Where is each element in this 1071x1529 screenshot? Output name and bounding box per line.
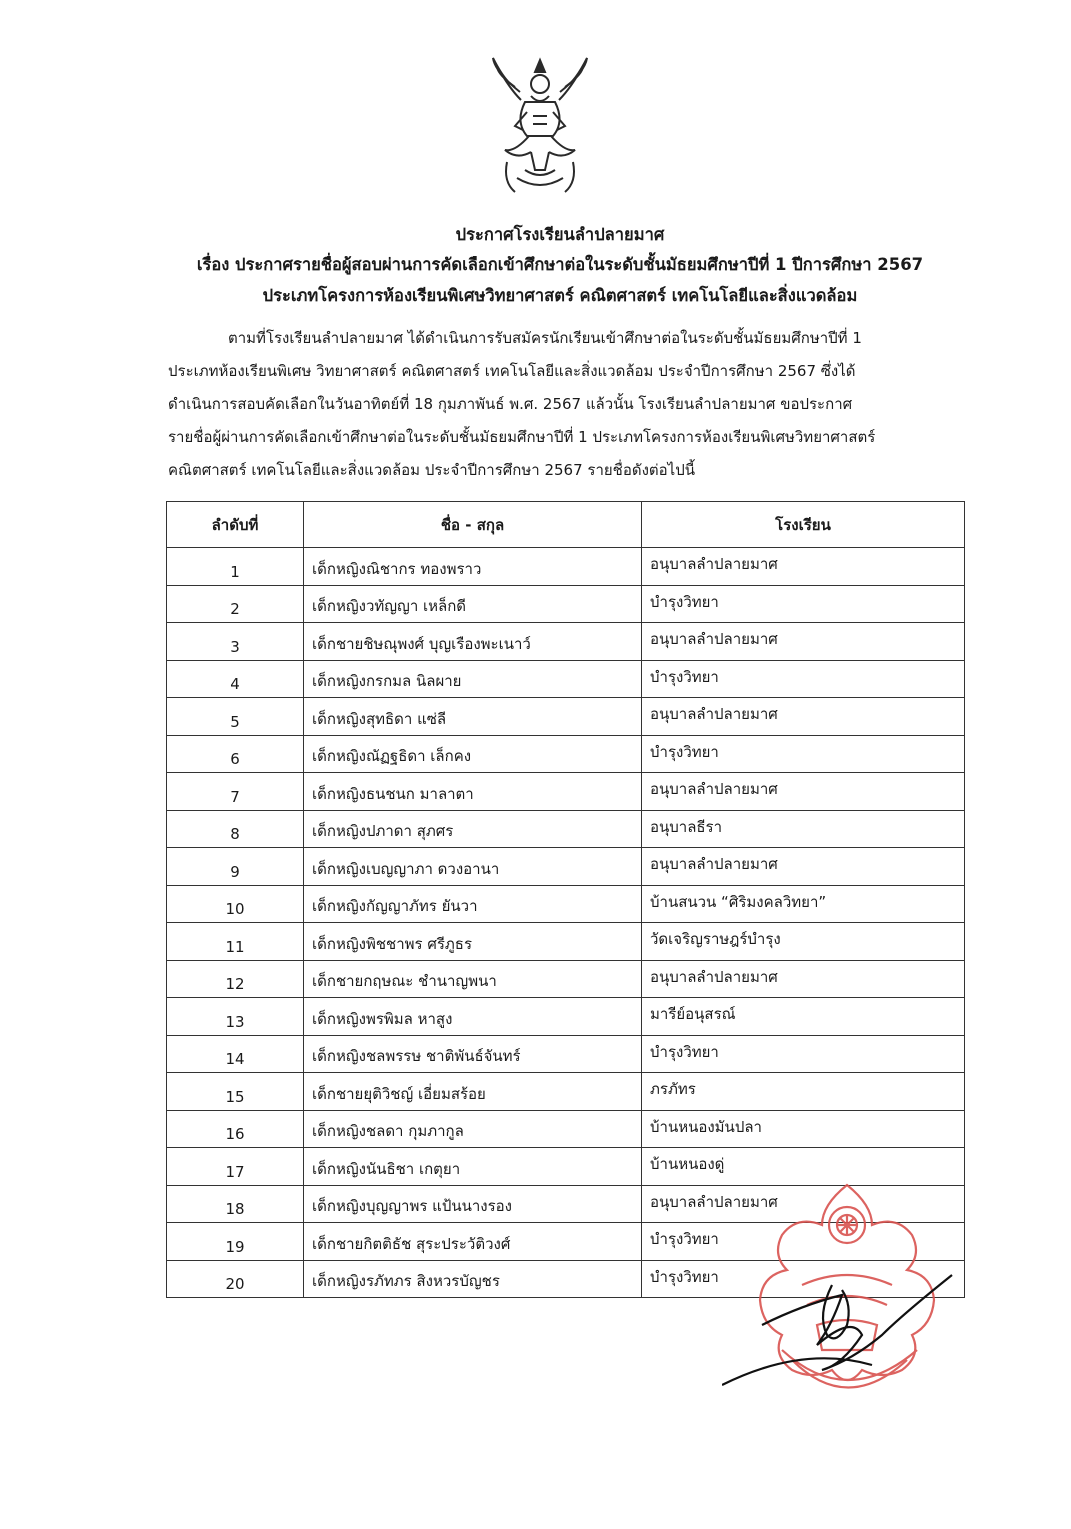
school-name: บำรุงวิทยา (642, 735, 965, 773)
student-name: เด็กหญิงกรกมล นิลผาย (304, 660, 642, 698)
school-name: บ้านหนองดู่ (642, 1148, 965, 1186)
table-row (167, 885, 965, 923)
student-name: เด็กหญิงณิชากร ทองพราว (304, 548, 642, 586)
row-number: 19 (167, 1223, 304, 1261)
row-number: 14 (167, 1035, 304, 1073)
student-name: เด็กหญิงบุญญาพร แป้นนางรอง (304, 1185, 642, 1223)
school-name: บำรุงวิทยา (642, 1223, 965, 1261)
student-name: เด็กชายกฤษณะ ชำนาญพนา (304, 960, 642, 998)
table-row (167, 735, 965, 773)
student-name: เด็กชายชิษณุพงศ์ บุญเรืองพะเนาว์ (304, 623, 642, 661)
table-row (167, 1110, 965, 1148)
row-number: 15 (167, 1073, 304, 1111)
table-row (167, 1073, 965, 1111)
table-row (167, 773, 965, 811)
row-number: 8 (167, 810, 304, 848)
column-header-order: ลำดับที่ (167, 502, 304, 548)
school-name: อนุบาลลำปลายมาศ (642, 773, 965, 811)
student-name: เด็กหญิงกัญญาภัทร ยันวา (304, 885, 642, 923)
school-name: อนุบาลลำปลายมาศ (642, 1185, 965, 1223)
student-name: เด็กหญิงสุทธิดา แซ่ลี (304, 698, 642, 736)
table-row (167, 1035, 965, 1073)
school-name: บำรุงวิทยา (642, 1260, 965, 1298)
body-line: ประเภทห้องเรียนพิเศษ วิทยาศาสตร์ คณิตศาสตร์ เทคโนโลยีและสิ่งแวดล้อม ประจำปีการศึกษา 2567 ซึ่งได้ (168, 362, 856, 380)
student-name: เด็กหญิงรภัทภร สิงหวรบัญชร (304, 1260, 642, 1298)
student-name: เด็กชายยุติวิชญ์ เอี่ยมสร้อย (304, 1073, 642, 1111)
school-name: บ้านสนวน “ศิริมงคลวิทยา” (642, 885, 965, 923)
announcement-subject: เรื่อง ประกาศรายชื่อผู้สอบผ่านการคัดเลือกเข้าศึกษาต่อในระดับชั้นมัธยมศึกษาปีที่ 1 ปีการศึกษา 2567 (196, 255, 924, 274)
table-row (167, 998, 965, 1036)
school-name: วัดเจริญราษฎร์บำรุง (642, 923, 965, 961)
student-name: เด็กหญิงเบญญาภา ดวงอานา (304, 848, 642, 886)
row-number: 1 (167, 548, 304, 586)
school-name: บ้านหนองมันปลา (642, 1110, 965, 1148)
row-number: 4 (167, 660, 304, 698)
row-number: 20 (167, 1260, 304, 1298)
table-row (167, 585, 965, 623)
school-name: ภรภัทร (642, 1073, 965, 1111)
announcement-program: ประเภทโครงการห้องเรียนพิเศษวิทยาศาสตร์ คณิตศาสตร์ เทคโนโลยีและสิ่งแวดล้อม (262, 286, 858, 305)
row-number: 16 (167, 1110, 304, 1148)
row-number: 18 (167, 1185, 304, 1223)
school-name: อนุบาลลำปลายมาศ (642, 960, 965, 998)
school-name: มารีย์อนุสรณ์ (642, 998, 965, 1036)
table-row (167, 660, 965, 698)
student-name: เด็กหญิงชลดา กุมภากูล (304, 1110, 642, 1148)
table-row (167, 548, 965, 586)
table-row (167, 698, 965, 736)
table-row (167, 810, 965, 848)
body-line: ดำเนินการสอบคัดเลือกในวันอาทิตย์ที่ 18 กุมภาพันธ์ พ.ศ. 2567 แล้วนั้น โรงเรียนลำปลายมาศ ขอประกาศ (168, 395, 853, 413)
row-number: 11 (167, 923, 304, 961)
announcement-body (168, 322, 958, 492)
body-line: รายชื่อผู้ผ่านการคัดเลือกเข้าศึกษาต่อในระดับชั้นมัธยมศึกษาปีที่ 1 ประเภทโครงการห้องเรียนพิเศษวิทยาศาสตร์ (168, 428, 876, 446)
table-row (167, 923, 965, 961)
student-name: เด็กหญิงพิชชาพร ศรีภูธร (304, 923, 642, 961)
body-line: คณิตศาสตร์ เทคโนโลยีและสิ่งแวดล้อม ประจำปีการศึกษา 2567 รายชื่อดังต่อไปนี้ (168, 461, 695, 479)
student-name: เด็กหญิงชลพรรษ ชาติพันธ์จันทร์ (304, 1035, 642, 1073)
row-number: 2 (167, 585, 304, 623)
row-number: 7 (167, 773, 304, 811)
column-header-school: โรงเรียน (642, 502, 965, 548)
school-name: บำรุงวิทยา (642, 660, 965, 698)
student-name: เด็กหญิงนันธิชา เกตุยา (304, 1148, 642, 1186)
table-row (167, 960, 965, 998)
row-number: 6 (167, 735, 304, 773)
student-name: เด็กหญิงณัฏฐธิดา เล็กคง (304, 735, 642, 773)
school-seal-stamp (722, 1175, 972, 1425)
row-number: 3 (167, 623, 304, 661)
row-number: 12 (167, 960, 304, 998)
garuda-emblem-icon (485, 52, 595, 202)
student-name: เด็กชายกิตติธัช สุระประวัติวงศ์ (304, 1223, 642, 1261)
row-number: 17 (167, 1148, 304, 1186)
row-number: 10 (167, 885, 304, 923)
student-name: เด็กหญิงปภาดา สุภศร (304, 810, 642, 848)
school-name: บำรุงวิทยา (642, 1035, 965, 1073)
school-name: อนุบาลลำปลายมาศ (642, 698, 965, 736)
row-number: 5 (167, 698, 304, 736)
row-number: 9 (167, 848, 304, 886)
table-header-row (167, 502, 965, 548)
row-number: 13 (167, 998, 304, 1036)
school-name: อนุบาลลำปลายมาศ (642, 548, 965, 586)
school-name: อนุบาลลำปลายมาศ (642, 623, 965, 661)
school-name: อนุบาลลำปลายมาศ (642, 848, 965, 886)
column-header-name: ชื่อ - สกุล (304, 502, 642, 548)
school-name: อนุบาลธีรา (642, 810, 965, 848)
table-row (167, 848, 965, 886)
student-name: เด็กหญิงวทัญญา เหล็กดี (304, 585, 642, 623)
table-row (167, 623, 965, 661)
student-name: เด็กหญิงธนชนก มาลาตา (304, 773, 642, 811)
student-name: เด็กหญิงพรพิมล หาสูง (304, 998, 642, 1036)
body-line: ตามที่โรงเรียนลำปลายมาศ ได้ดำเนินการรับสมัครนักเรียนเข้าศึกษาต่อในระดับชั้นมัธยมศึกษาปีที่ 1 (228, 329, 862, 347)
announcement-title: ประกาศโรงเรียนลำปลายมาศ (455, 225, 665, 244)
school-name: บำรุงวิทยา (642, 585, 965, 623)
